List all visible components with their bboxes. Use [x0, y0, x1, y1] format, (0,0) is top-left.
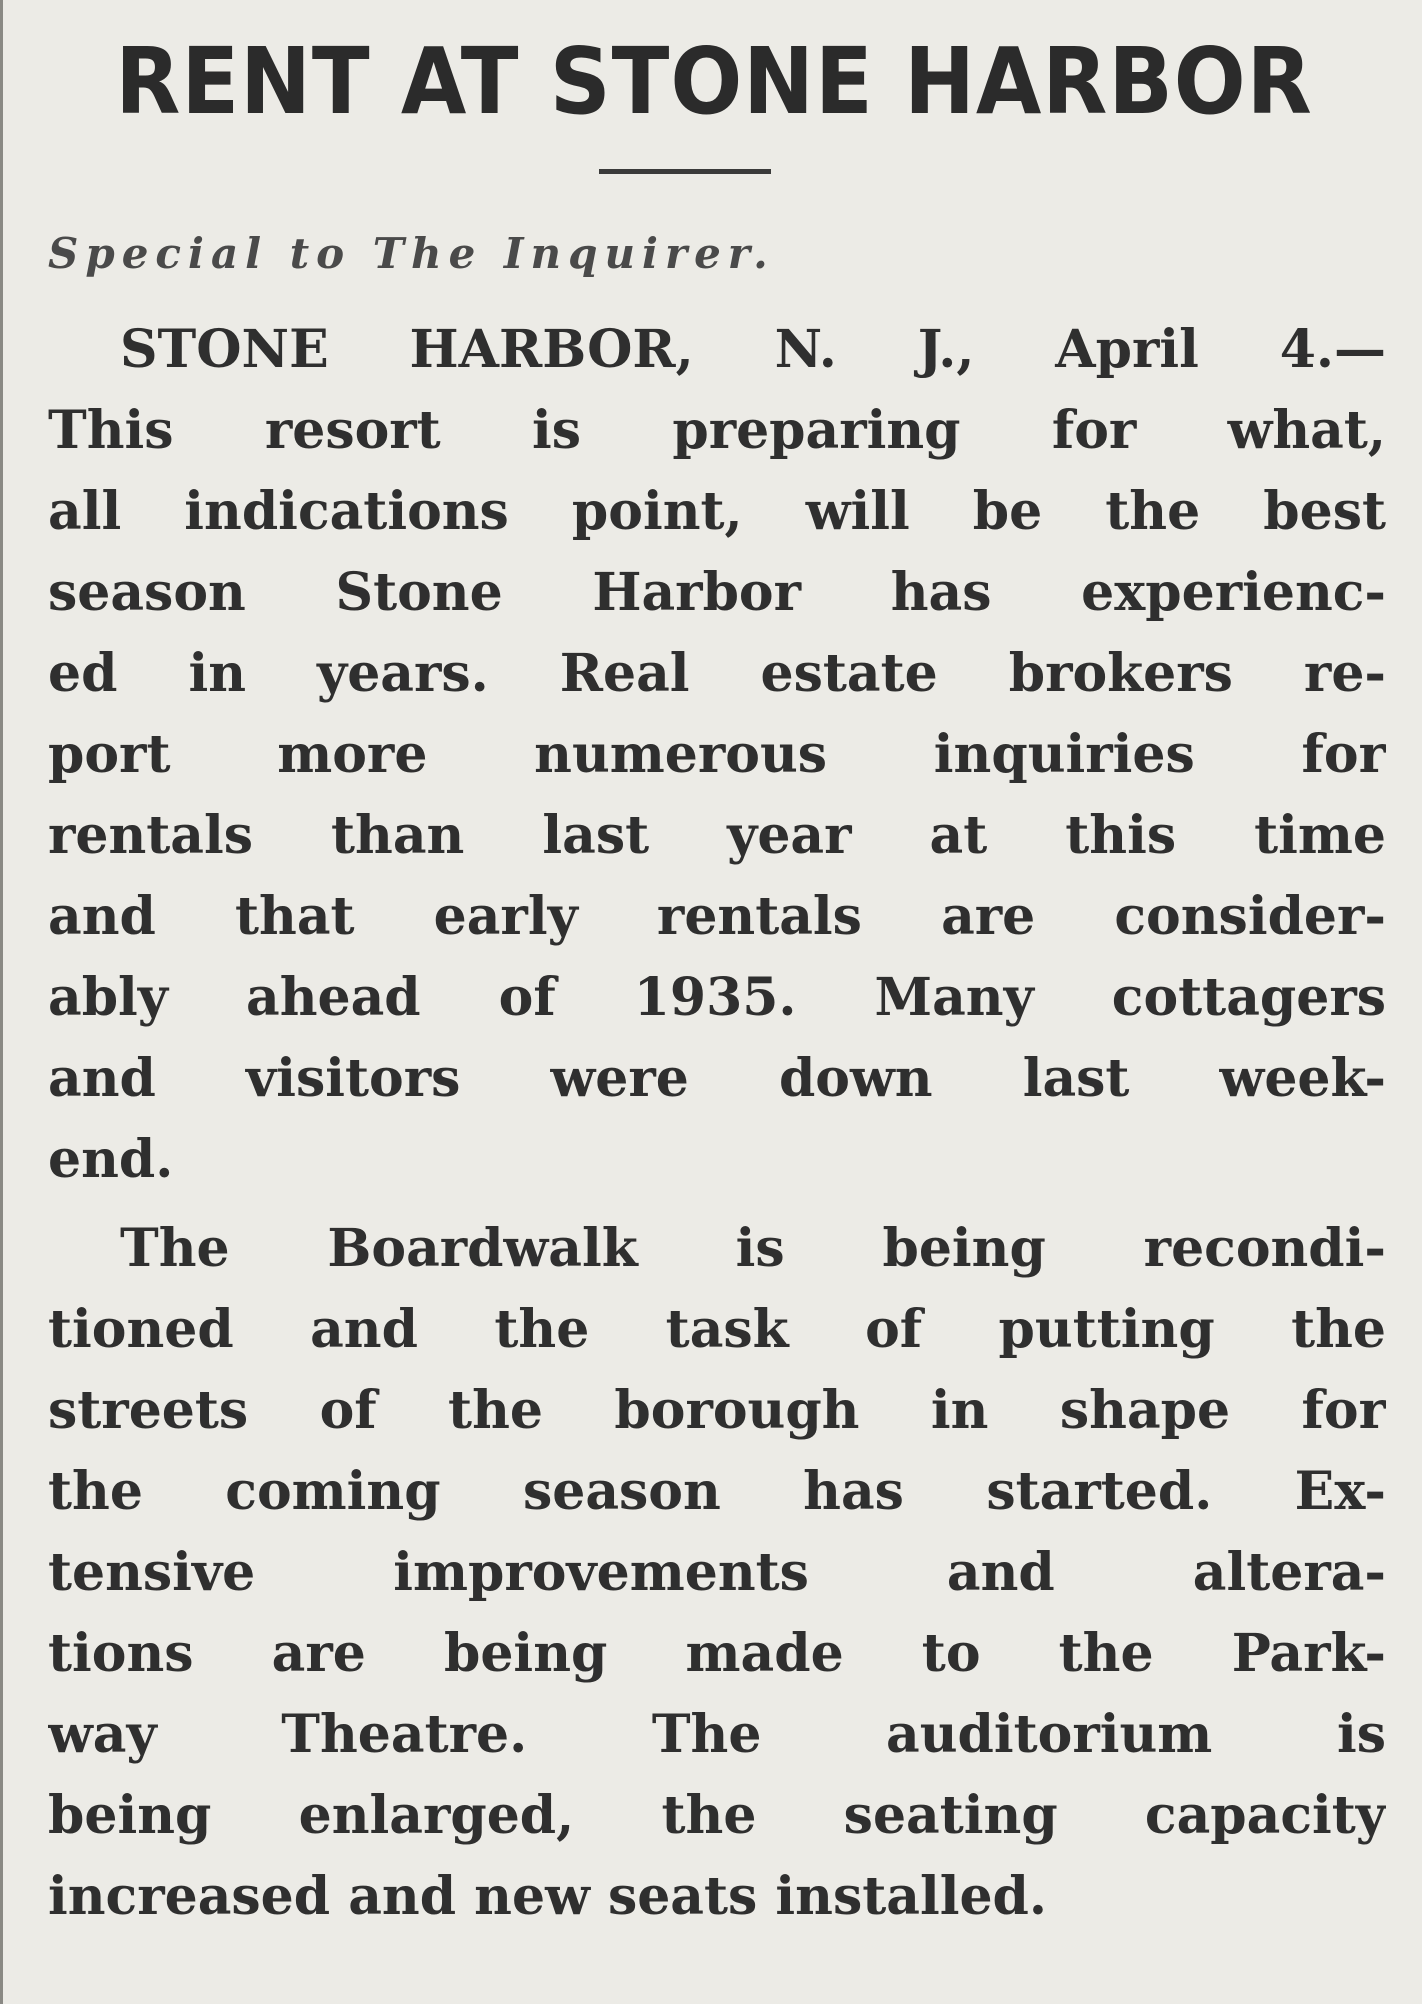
paragraph-1 — [48, 309, 1386, 1200]
text-line: tensive improvements and altera- — [48, 1542, 1386, 1603]
text-line: way Theatre. The auditorium is — [48, 1704, 1386, 1765]
text-line: and visitors were down last week- — [48, 1048, 1386, 1109]
text-line: and that early rentals are consider- — [48, 886, 1386, 947]
text-line: the coming season has started. Ex- — [48, 1461, 1386, 1522]
text-line: STONE HARBOR, N. J., April 4.— — [120, 319, 1386, 380]
text-line: tioned and the task of putting the — [48, 1299, 1386, 1360]
article-body — [48, 309, 1386, 1937]
text-line: increased and new seats installed. — [48, 1866, 1047, 1927]
text-line: The Boardwalk is being recondi- — [120, 1218, 1386, 1279]
text-line: all indications point, will be the best — [48, 481, 1386, 542]
headline-divider — [599, 169, 771, 174]
text-line: This resort is preparing for what, — [48, 400, 1386, 461]
byline: Special to The Inquirer. — [48, 229, 775, 278]
text-line: end. — [48, 1129, 174, 1190]
text-line: streets of the borough in shape for — [48, 1380, 1386, 1441]
text-line: ed in years. Real estate brokers re- — [48, 643, 1386, 704]
paragraph-2 — [48, 1208, 1386, 1937]
text-line: port more numerous inquiries for — [48, 724, 1386, 785]
text-line: being enlarged, the seating capacity — [48, 1785, 1386, 1846]
text-line: ably ahead of 1935. Many cottagers — [48, 967, 1386, 1028]
headline: RENT AT STONE HARBOR — [115, 28, 1313, 135]
text-line: tions are being made to the Park- — [48, 1623, 1386, 1684]
text-line: rentals than last year at this time — [48, 805, 1386, 866]
text-line: season Stone Harbor has experienc- — [48, 562, 1386, 623]
